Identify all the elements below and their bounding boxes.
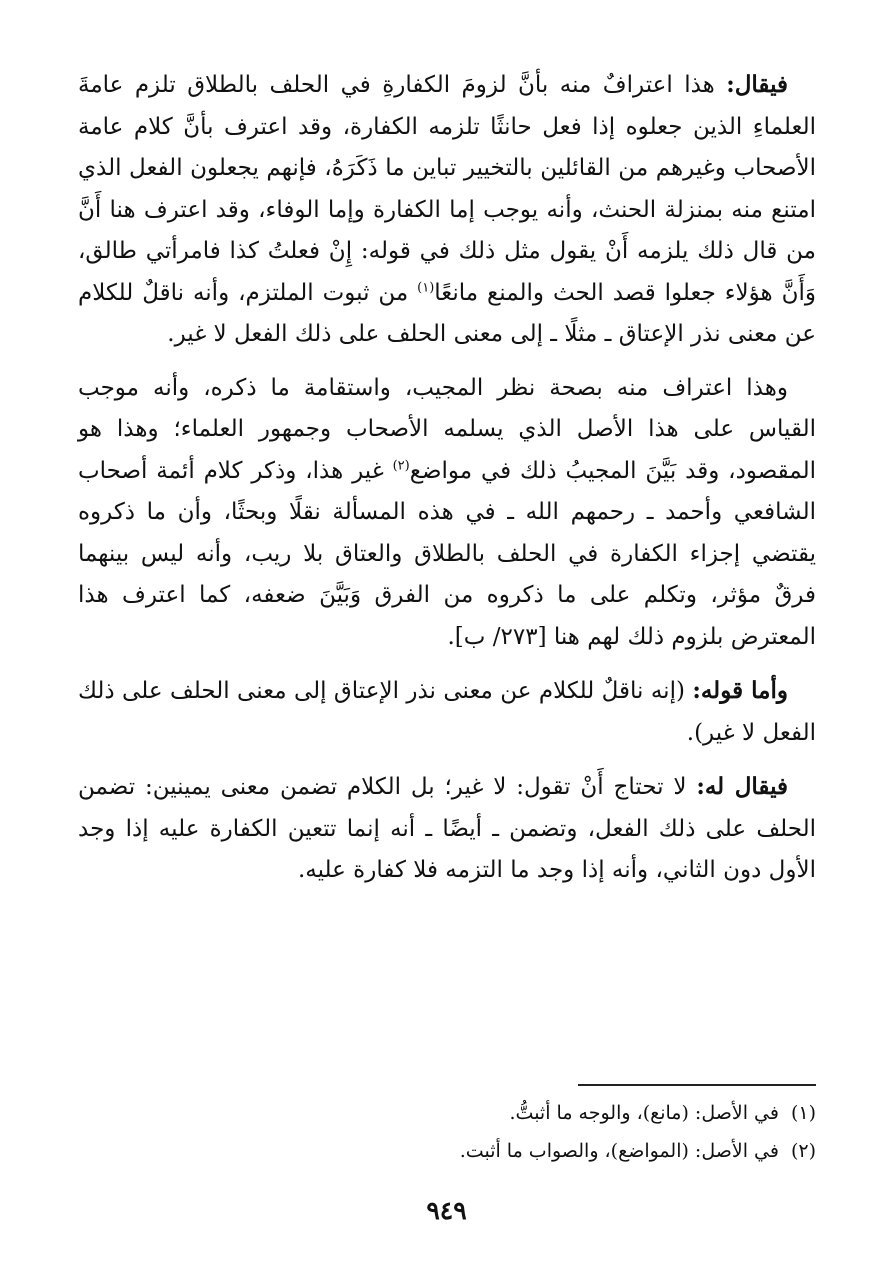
footnote-2-text: في الأصل: (المواضع)، والصواب ما أثبت. (459, 1140, 779, 1162)
footnote-divider (578, 1084, 816, 1086)
paragraph-3-lead: وأما قوله: (692, 677, 788, 704)
paragraph-2-text: وهذا اعتراف منه بصحة نظر المجيب، واستقامة ما ذكره، وأنه موجب القياس على هذا الأصل الذي يسلمه الأصحاب وجمهور العلماء؛ وهذا هو المقصود، وقد بَيَّنَ المجيبُ ذلك في مواضع (78, 374, 816, 484)
paragraph-4-text: لا تحتاج أَنْ تقول: لا غير؛ بل الكلام تضمن معنى يمينين: تضمن الحلف على ذلك الفعل، وتضمن ـ أيضًا ـ أنه إنما تتعين الكفارة عليه إذا وجد الأول دون الثاني، وأنه إذا وجد ما التزمه فلا كفارة عليه. (78, 774, 816, 883)
footnote-ref-2: (٢) (392, 457, 410, 473)
footnote-1-number: (١) (790, 1102, 816, 1124)
paragraph-1 (78, 64, 816, 356)
paragraph-3 (78, 670, 816, 754)
main-text (78, 64, 816, 904)
footnote-1 (78, 1094, 816, 1132)
footnote-2 (78, 1132, 816, 1170)
footnote-ref-1: (١) (417, 279, 435, 295)
footnotes (78, 1094, 816, 1170)
paragraph-1-text-cont: من ثبوت الملتزم، وأنه ناقلٌ للكلام عن معنى نذر الإعتاق ـ مثلًا ـ إلى معنى الحلف على ذلك الفعل لا غير. (78, 279, 816, 347)
paragraph-4 (78, 766, 816, 892)
paragraph-1-text: هذا اعترافٌ منه بأنَّ لزومَ الكفارةِ في الحلف بالطلاق تلزم عامةَ العلماءِ الذين جعلوه إذا فعل حانثًا تلزمه الكفارة، وقد اعترف بأنَّ كلام عامة الأصحاب وغيرهم من القائلين بالتخيير تباين ما ذَكَرَهُ، فإنهم يجعلون الفعل الذي امتنع منه بمنزلة الحنث، وأنه يوجب إما الكفارة وإما الوفاء، وقد اعترف هنا أَنَّ من قال ذلك يلزمه أَنْ يقول مثل ذلك في قوله: إِنْ فعلتُ كذا فامرأتي طالق، وَأَنَّ هؤلاء جعلوا قصد الحث والمنع مانعًا (78, 72, 816, 306)
paragraph-1-lead: فيقال: (726, 71, 788, 98)
page-number: ٩٤٩ (426, 1196, 467, 1225)
paragraph-2 (78, 368, 816, 659)
paragraph-2-text-cont: غير هذا، وذكر كلام أئمة أصحاب الشافعي وأحمد ـ رحمهم الله ـ في هذه المسألة نقلًا وبحثًا، وأن ما ذكروه يقتضي إجزاء الكفارة في الحلف بالطلاق والعتاق بلا ريب، وأنه ليس بينهما فرقٌ مؤثر، وتكلم على ما ذكروه من الفرق وَبَيَّنَ ضعفه، كما اعترف هذا المعترض بلزوم ذلك لهم هنا [٢٧٣/ ب]. (78, 457, 816, 650)
footnote-2-number: (٢) (790, 1140, 816, 1162)
paragraph-4-lead: فيقال له: (696, 773, 789, 800)
paragraph-3-text: (إنه ناقلٌ للكلام عن معنى نذر الإعتاق إلى معنى الحلف على ذلك الفعل لا غير). (78, 678, 816, 746)
footnote-1-text: في الأصل: (مانع)، والوجه ما أثبتُّ. (509, 1102, 779, 1124)
